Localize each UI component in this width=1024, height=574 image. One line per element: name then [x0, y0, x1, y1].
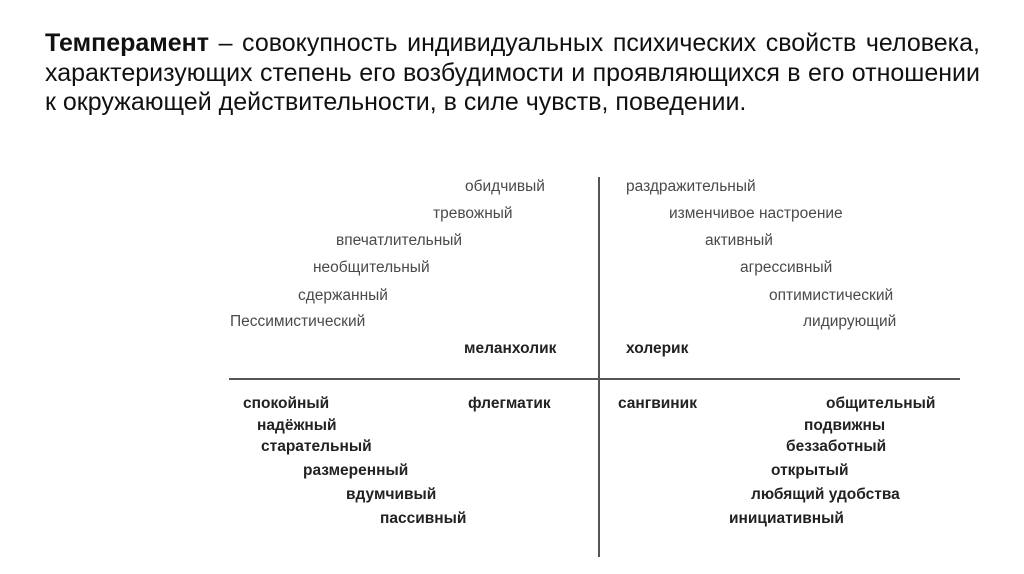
trait-phlegmatic: надёжный — [257, 417, 337, 434]
trait-choleric: активный — [705, 232, 773, 249]
trait-phlegmatic: вдумчивый — [346, 486, 437, 503]
trait-choleric: лидирующий — [803, 313, 897, 330]
vertical-axis — [598, 177, 600, 557]
trait-melancholic: обидчивый — [465, 178, 545, 195]
trait-sanguine: открытый — [771, 462, 849, 479]
trait-phlegmatic: старательный — [261, 438, 372, 455]
sanguine-label: сангвиник — [618, 395, 697, 412]
trait-choleric: оптимистический — [769, 287, 894, 304]
trait-melancholic: Пессимистический — [230, 313, 366, 330]
horizontal-axis — [229, 378, 960, 380]
definition-paragraph — [45, 29, 980, 118]
trait-melancholic: сдержанный — [298, 287, 388, 304]
choleric-label: холерик — [626, 340, 689, 357]
trait-choleric: раздражительный — [626, 178, 756, 195]
trait-phlegmatic: спокойный — [243, 395, 330, 412]
definition-term: Темперамент — [45, 29, 210, 57]
trait-choleric: изменчивое настроение — [669, 205, 843, 222]
trait-sanguine: любящий удобства — [751, 486, 900, 503]
melancholic-label: меланхолик — [464, 340, 557, 357]
trait-sanguine: подвижны — [804, 417, 886, 434]
trait-sanguine: общительный — [826, 395, 936, 412]
trait-choleric: агрессивный — [740, 259, 833, 276]
trait-melancholic: тревожный — [433, 205, 513, 222]
trait-sanguine: инициативный — [729, 510, 844, 527]
trait-melancholic: необщительный — [313, 259, 430, 276]
trait-phlegmatic: размеренный — [303, 462, 409, 479]
trait-melancholic: впечатлительный — [336, 232, 463, 249]
trait-sanguine: беззаботный — [786, 438, 887, 455]
trait-phlegmatic: пассивный — [380, 510, 467, 527]
phlegmatic-label: флегматик — [468, 395, 551, 412]
definition-text: – совокупность индивидуальных психических свойств человека, характеризующих степень его возбудимости и проявляющихся в его отношении к окружающей действительности, в силе чувств, поведении. — [45, 29, 980, 116]
